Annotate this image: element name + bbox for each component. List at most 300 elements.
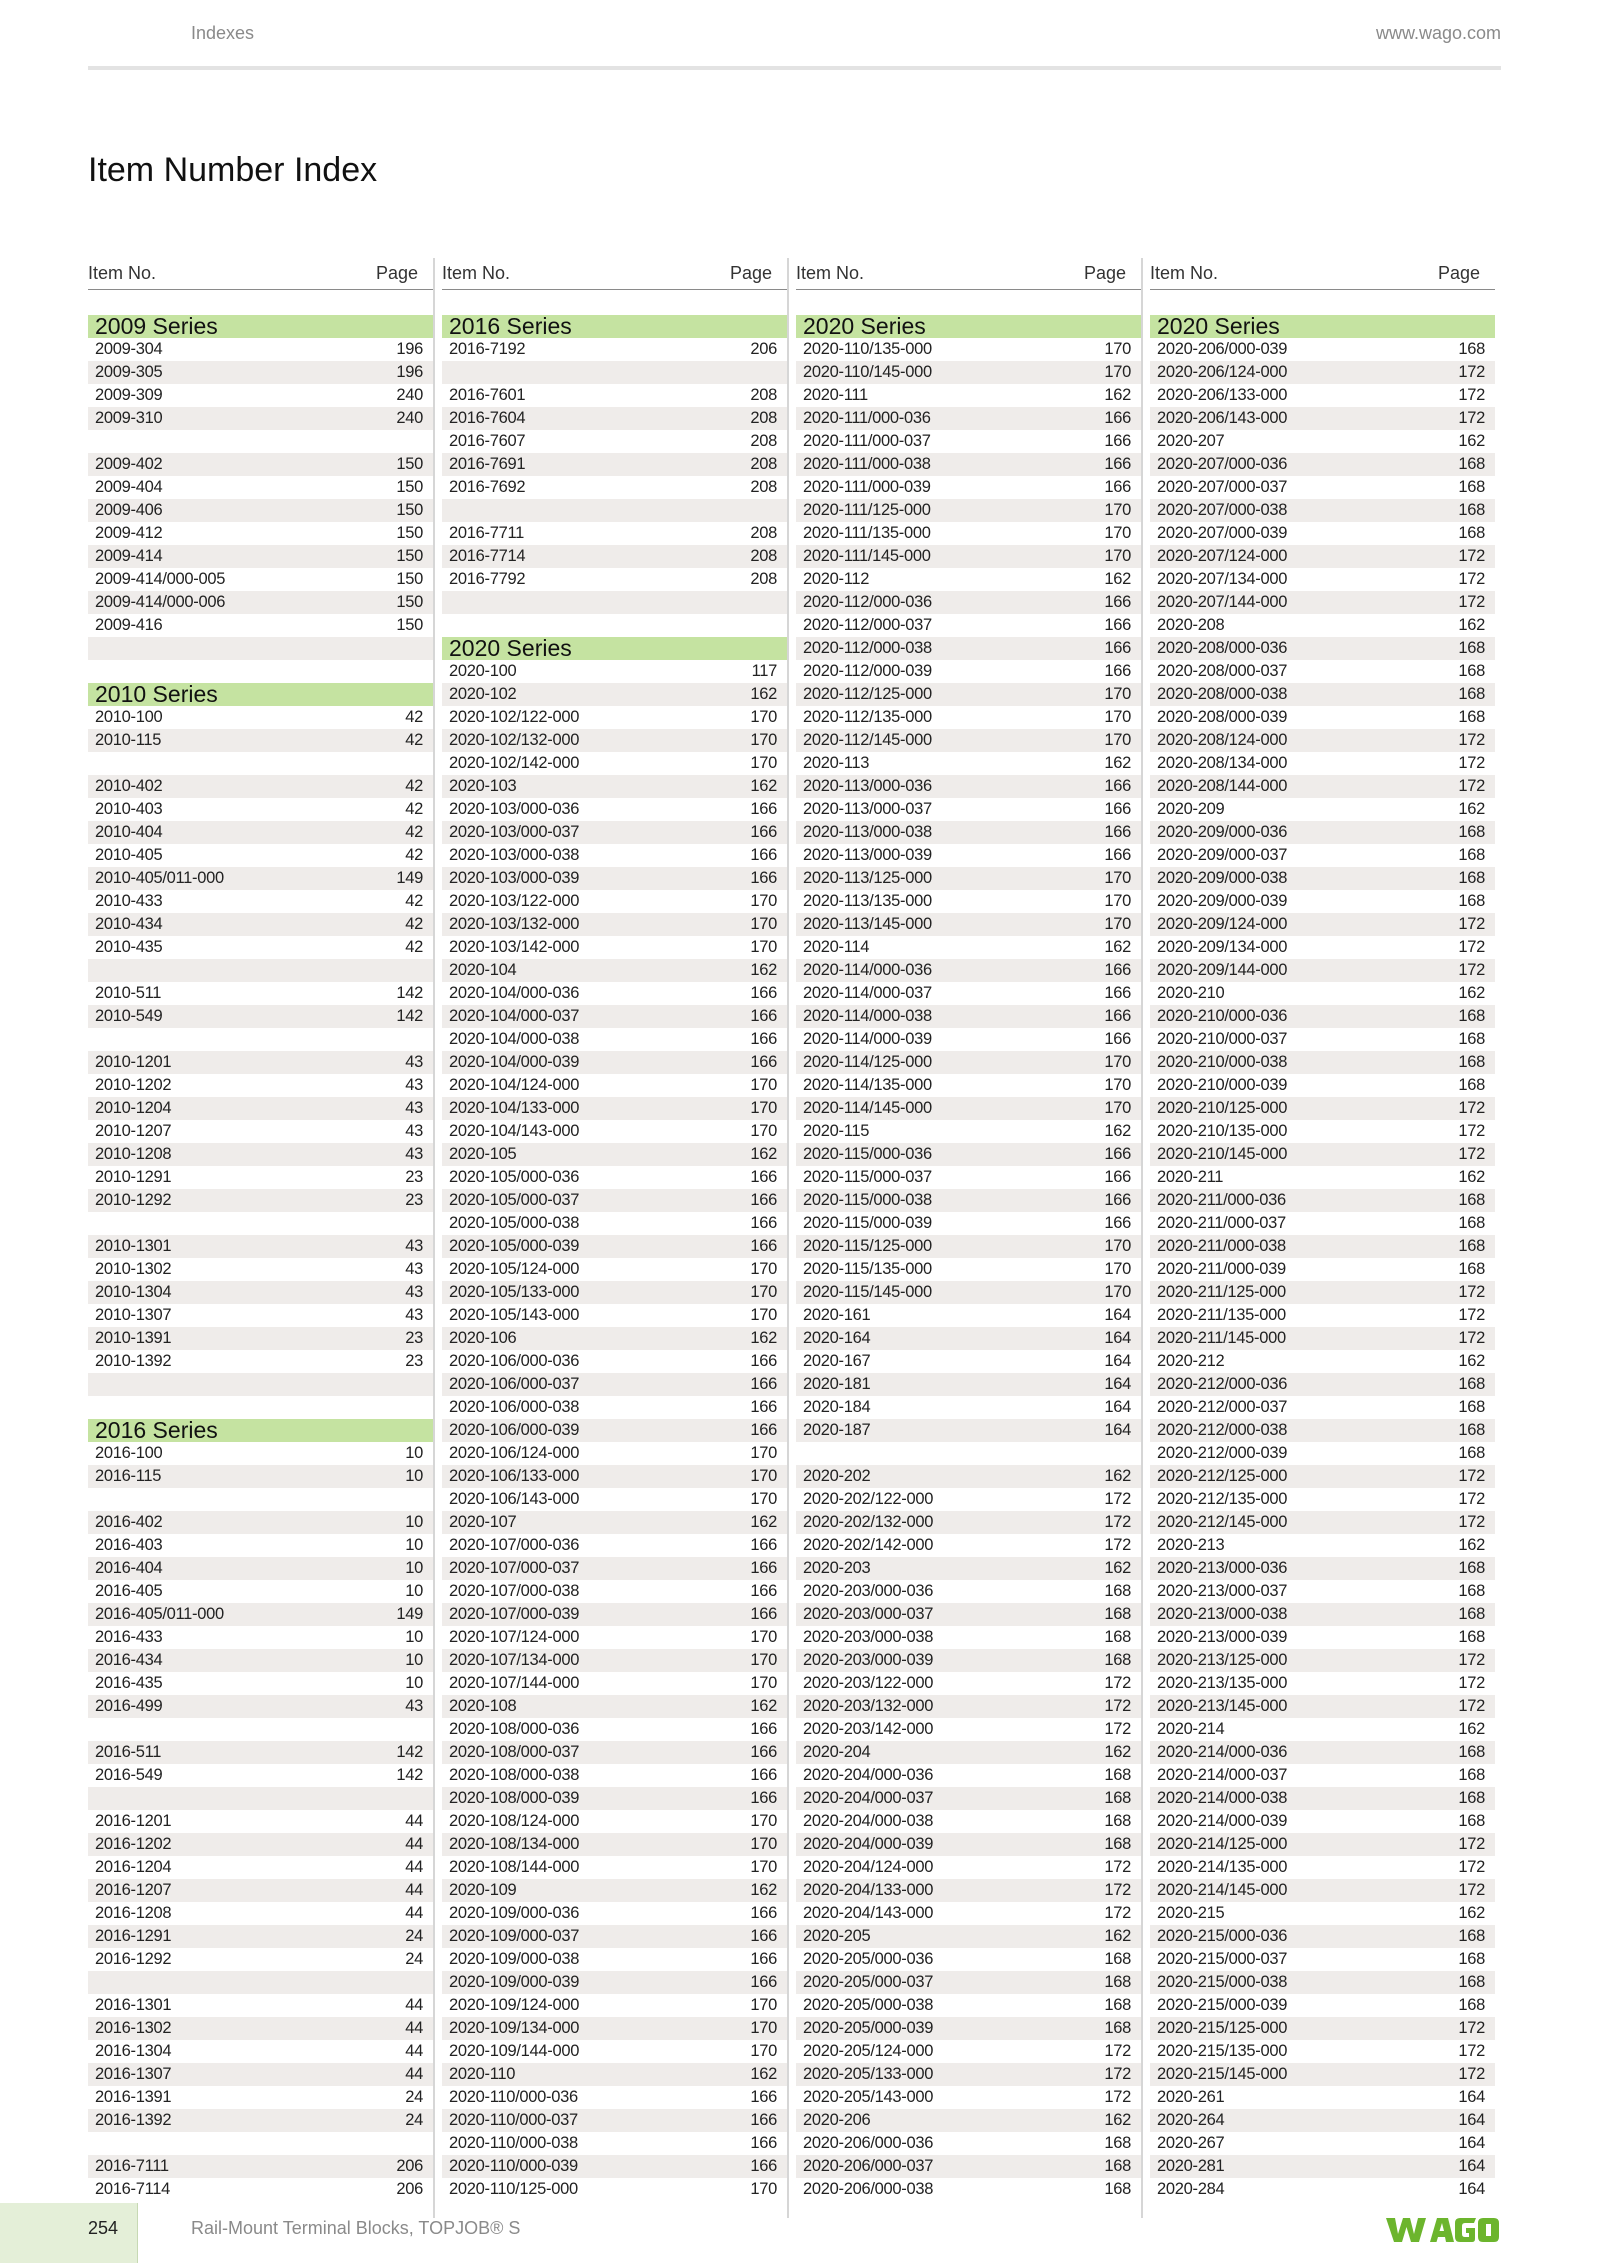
index-row [796, 1028, 1141, 1051]
index-row [442, 867, 787, 890]
index-row [1150, 2063, 1495, 2086]
page-reference: 166 [750, 823, 777, 841]
item-number: 2020-206/000-038 [803, 2180, 934, 2198]
page-reference: 164 [1104, 1398, 1131, 1416]
item-number: 2016-1301 [95, 1996, 172, 2014]
item-number: 2020-264 [1157, 2111, 1225, 2129]
page-reference: 172 [1458, 1490, 1485, 1508]
page-reference: 166 [750, 1927, 777, 1945]
index-row [88, 1534, 433, 1557]
page-reference: 142 [396, 1007, 423, 1025]
index-row [88, 407, 433, 430]
index-row [796, 1764, 1141, 1787]
page-reference: 172 [1458, 2019, 1485, 2037]
page-reference: 162 [1104, 386, 1131, 404]
page-reference: 170 [750, 1260, 777, 1278]
item-number: 2016-115 [95, 1467, 162, 1485]
page-reference: 42 [405, 823, 423, 841]
page-reference: 170 [750, 1122, 777, 1140]
website-link[interactable]: www.wago.com [1375, 23, 1501, 43]
series-title: 2009 Series [95, 315, 218, 338]
page-reference: 168 [1458, 1582, 1485, 1600]
index-row [442, 1787, 787, 1810]
item-number: 2020-107 [449, 1513, 517, 1531]
page-reference: 162 [750, 1697, 777, 1715]
page-reference: 10 [405, 1559, 423, 1577]
page-reference: 168 [1458, 1191, 1485, 1209]
page-reference: 44 [405, 1835, 423, 1853]
page-reference: 170 [750, 2019, 777, 2037]
page-reference: 170 [750, 1835, 777, 1853]
item-number: 2020-102/132-000 [449, 731, 580, 749]
page-reference: 172 [1104, 1720, 1131, 1738]
item-number: 2020-113/145-000 [803, 915, 932, 933]
page-reference: 162 [1104, 1559, 1131, 1577]
page-reference: 168 [1458, 340, 1485, 358]
page-reference: 168 [1458, 1812, 1485, 1830]
index-row [442, 1465, 787, 1488]
index-row [442, 798, 787, 821]
index-row [796, 1695, 1141, 1718]
item-no-header: Item No. [88, 263, 157, 283]
item-number: 2016-404 [95, 1559, 163, 1577]
index-row [88, 614, 433, 637]
item-number: 2010-1202 [95, 1076, 172, 1094]
index-row [88, 1603, 433, 1626]
series-heading [1150, 315, 1495, 338]
item-number: 2016-7792 [449, 570, 526, 588]
index-row [796, 407, 1141, 430]
index-row [1150, 775, 1495, 798]
index-row [796, 660, 1141, 683]
page-reference: 42 [405, 846, 423, 864]
page-reference: 162 [1458, 1536, 1485, 1554]
item-number: 2020-105 [449, 1145, 517, 1163]
item-number: 2010-1204 [95, 1099, 172, 1117]
page-reference: 164 [1104, 1375, 1131, 1393]
index-row [1150, 1442, 1495, 1465]
item-number: 2016-1304 [95, 2042, 172, 2060]
index-row [88, 1741, 433, 1764]
page-header: Page [1437, 263, 1480, 283]
page-reference: 24 [405, 1950, 423, 1968]
page-reference: 168 [1104, 2180, 1131, 2198]
item-number: 2010-433 [95, 892, 163, 910]
index-row [1150, 959, 1495, 982]
item-number: 2020-107/000-039 [449, 1605, 580, 1623]
item-number: 2020-214/125-000 [1157, 1835, 1288, 1853]
page-reference: 172 [1458, 777, 1485, 795]
page-reference: 168 [1458, 1789, 1485, 1807]
index-row [88, 2086, 433, 2109]
item-number: 2020-112/000-038 [803, 639, 932, 657]
index-row [88, 775, 433, 798]
page-reference: 43 [405, 1099, 423, 1117]
item-number: 2020-206/000-036 [803, 2134, 934, 2152]
page-reference: 168 [1458, 1076, 1485, 1094]
index-row [1150, 1787, 1495, 1810]
index-row [88, 1994, 433, 2017]
index-row [1150, 637, 1495, 660]
item-number: 2016-7711 [449, 524, 524, 542]
index-row [796, 1718, 1141, 1741]
index-row [796, 1787, 1141, 1810]
page-reference: 162 [1458, 1720, 1485, 1738]
page-reference: 10 [405, 1513, 423, 1531]
item-number: 2010-405 [95, 846, 163, 864]
index-row [442, 706, 787, 729]
page-reference: 42 [405, 800, 423, 818]
page-reference: 170 [1104, 1076, 1131, 1094]
page-reference: 168 [1458, 1927, 1485, 1945]
page-reference: 168 [1458, 1007, 1485, 1025]
item-number: 2020-209/144-000 [1157, 961, 1288, 979]
index-row [442, 1166, 787, 1189]
page-reference: 170 [750, 1996, 777, 2014]
item-number: 2020-215/135-000 [1157, 2042, 1288, 2060]
index-row [442, 1120, 787, 1143]
item-number: 2010-1208 [95, 1145, 172, 1163]
item-number: 2016-402 [95, 1513, 163, 1531]
item-number: 2020-108/144-000 [449, 1858, 580, 1876]
index-row [796, 522, 1141, 545]
index-row [1150, 1304, 1495, 1327]
item-number: 2020-111/145-000 [803, 547, 931, 565]
index-row [796, 2017, 1141, 2040]
index-row [796, 476, 1141, 499]
page-reference: 44 [405, 2042, 423, 2060]
page-reference: 162 [1104, 938, 1131, 956]
page-reference: 150 [396, 524, 423, 542]
item-number: 2020-161 [803, 1306, 871, 1324]
index-row [88, 522, 433, 545]
page-reference: 170 [750, 731, 777, 749]
index-row [88, 1511, 433, 1534]
item-number: 2020-209/000-036 [1157, 823, 1288, 841]
item-number: 2020-112/000-037 [803, 616, 932, 634]
page-reference: 168 [1458, 1743, 1485, 1761]
index-row [796, 614, 1141, 637]
index-row [1150, 2040, 1495, 2063]
page-reference: 168 [1458, 501, 1485, 519]
page-reference: 166 [750, 984, 777, 1002]
page-reference: 166 [750, 1375, 777, 1393]
index-row [796, 637, 1141, 660]
item-number: 2020-112/135-000 [803, 708, 932, 726]
item-number: 2020-204/000-037 [803, 1789, 934, 1807]
index-row [1150, 1465, 1495, 1488]
index-row [88, 1557, 433, 1580]
item-number: 2020-206/000-039 [1157, 340, 1288, 358]
index-row [796, 1074, 1141, 1097]
index-row [1150, 683, 1495, 706]
item-number: 2016-1292 [95, 1950, 172, 1968]
item-number: 2020-209/134-000 [1157, 938, 1288, 956]
item-number: 2010-100 [95, 708, 163, 726]
page-reference: 170 [1104, 501, 1131, 519]
item-number: 2020-167 [803, 1352, 871, 1370]
page-header: Page [375, 263, 418, 283]
item-number: 2020-106/143-000 [449, 1490, 580, 1508]
index-row [442, 1074, 787, 1097]
page-reference: 168 [1104, 2157, 1131, 2175]
item-number: 2016-1391 [95, 2088, 172, 2106]
page-reference: 164 [1458, 2111, 1485, 2129]
item-number: 2020-202/142-000 [803, 1536, 934, 1554]
page-reference: 150 [396, 593, 423, 611]
item-number: 2020-211/135-000 [1157, 1306, 1286, 1324]
index-row [796, 1212, 1141, 1235]
index-row [796, 2109, 1141, 2132]
item-number: 2020-205 [803, 1927, 871, 1945]
item-number: 2020-108 [449, 1697, 517, 1715]
page-reference: 166 [1104, 961, 1131, 979]
page-reference: 43 [405, 1283, 423, 1301]
item-number: 2010-1301 [95, 1237, 172, 1255]
page-reference: 162 [750, 1329, 777, 1347]
page-reference: 162 [750, 961, 777, 979]
page-reference: 42 [405, 892, 423, 910]
index-row [88, 1051, 433, 1074]
item-number: 2020-208/000-037 [1157, 662, 1288, 680]
item-number: 2020-111/000-038 [803, 455, 931, 473]
page-reference: 172 [1104, 1536, 1131, 1554]
index-row [88, 568, 433, 591]
index-row [442, 2155, 787, 2178]
item-number: 2020-104/133-000 [449, 1099, 580, 1117]
item-number: 2020-107/134-000 [449, 1651, 580, 1669]
index-row [1150, 1672, 1495, 1695]
page-reference: 170 [1104, 1260, 1131, 1278]
index-row [442, 1741, 787, 1764]
index-row [88, 821, 433, 844]
page-reference: 166 [1104, 984, 1131, 1002]
index-row [88, 384, 433, 407]
index-row [442, 1902, 787, 1925]
index-spacer-row [88, 1212, 433, 1235]
page-reference: 162 [1104, 570, 1131, 588]
item-number: 2020-106/133-000 [449, 1467, 580, 1485]
index-row [796, 1189, 1141, 1212]
index-row [442, 522, 787, 545]
item-number: 2020-206/000-037 [803, 2157, 934, 2175]
index-row [88, 2017, 433, 2040]
index-row [1150, 2132, 1495, 2155]
index-row [1150, 1557, 1495, 1580]
index-row [442, 1350, 787, 1373]
page-reference: 166 [750, 1743, 777, 1761]
item-number: 2020-207 [1157, 432, 1225, 450]
index-row [88, 1695, 433, 1718]
page-reference: 172 [1458, 1283, 1485, 1301]
page-reference: 43 [405, 1306, 423, 1324]
page-reference: 150 [396, 547, 423, 565]
item-number: 2020-207/144-000 [1157, 593, 1288, 611]
page-reference: 166 [750, 1559, 777, 1577]
item-number: 2009-404 [95, 478, 163, 496]
item-number: 2020-203/000-037 [803, 1605, 934, 1623]
item-number: 2010-402 [95, 777, 163, 795]
index-row [1150, 660, 1495, 683]
index-spacer-row [88, 637, 433, 660]
item-number: 2020-115/000-036 [803, 1145, 932, 1163]
item-number: 2020-213/135-000 [1157, 1674, 1288, 1692]
index-row [1150, 2155, 1495, 2178]
index-row [88, 1281, 433, 1304]
item-number: 2016-7111 [95, 2157, 169, 2175]
item-number: 2020-215/000-039 [1157, 1996, 1288, 2014]
page-reference: 168 [1104, 1582, 1131, 1600]
page-reference: 170 [1104, 731, 1131, 749]
item-number: 2020-210/000-037 [1157, 1030, 1288, 1048]
page-reference: 166 [750, 1950, 777, 1968]
series-heading [442, 315, 787, 338]
index-spacer-row [442, 499, 787, 522]
index-row [1150, 1580, 1495, 1603]
index-row [1150, 430, 1495, 453]
item-number: 2020-107/000-038 [449, 1582, 580, 1600]
index-row [796, 1971, 1141, 1994]
page-reference: 168 [1458, 1766, 1485, 1784]
item-no-header: Item No. [796, 263, 865, 283]
page-reference: 172 [1458, 1513, 1485, 1531]
page-reference: 170 [750, 1283, 777, 1301]
index-row [442, 1212, 787, 1235]
item-number: 2020-207/000-038 [1157, 501, 1288, 519]
page-reference: 142 [396, 984, 423, 1002]
index-row [796, 1856, 1141, 1879]
index-row [88, 1626, 433, 1649]
item-number: 2016-1392 [95, 2111, 172, 2129]
index-row [88, 798, 433, 821]
item-number: 2020-209 [1157, 800, 1225, 818]
index-row [796, 1373, 1141, 1396]
item-number: 2020-106/000-037 [449, 1375, 580, 1393]
item-number: 2020-105/124-000 [449, 1260, 580, 1278]
item-number: 2010-1307 [95, 1306, 172, 1324]
item-number: 2020-103/142-000 [449, 938, 580, 956]
item-number: 2020-110/000-039 [449, 2157, 578, 2175]
item-number: 2020-187 [803, 1421, 871, 1439]
page-reference: 166 [1104, 662, 1131, 680]
page-reference: 208 [750, 455, 777, 473]
item-number: 2010-405/011-000 [95, 869, 224, 887]
index-row [1150, 1741, 1495, 1764]
page-reference: 172 [1458, 1329, 1485, 1347]
index-row [1150, 361, 1495, 384]
item-number: 2020-110/135-000 [803, 340, 932, 358]
page-reference: 170 [1104, 547, 1131, 565]
item-number: 2020-211/000-038 [1157, 1237, 1286, 1255]
item-number: 2020-212/000-036 [1157, 1375, 1288, 1393]
item-number: 2020-110/125-000 [449, 2180, 578, 2198]
item-number: 2020-261 [1157, 2088, 1225, 2106]
index-row [796, 936, 1141, 959]
item-number: 2010-1392 [95, 1352, 172, 1370]
index-row [796, 591, 1141, 614]
index-row [1150, 1810, 1495, 1833]
index-row [796, 1258, 1141, 1281]
page-reference: 240 [396, 386, 423, 404]
index-row [796, 1488, 1141, 1511]
index-row [1150, 384, 1495, 407]
page-reference: 170 [750, 938, 777, 956]
index-row [796, 338, 1141, 361]
page-reference: 172 [1458, 938, 1485, 956]
index-row [88, 706, 433, 729]
index-row [88, 1143, 433, 1166]
page-reference: 162 [1104, 1467, 1131, 1485]
index-row [442, 1948, 787, 1971]
page-reference: 168 [1458, 1973, 1485, 1991]
item-number: 2020-207/000-039 [1157, 524, 1288, 542]
index-spacer-row [88, 1488, 433, 1511]
item-number: 2020-206 [803, 2111, 871, 2129]
item-number: 2020-102/142-000 [449, 754, 580, 772]
page-reference: 172 [1458, 915, 1485, 933]
item-number: 2020-105/133-000 [449, 1283, 580, 1301]
item-number: 2020-111/000-039 [803, 478, 931, 496]
item-number: 2020-105/000-037 [449, 1191, 580, 1209]
page-reference: 162 [750, 1145, 777, 1163]
index-row [88, 1833, 433, 1856]
page-reference: 166 [1104, 409, 1131, 427]
item-number: 2020-210/135-000 [1157, 1122, 1288, 1140]
index-row [1150, 1879, 1495, 1902]
item-number: 2016-403 [95, 1536, 163, 1554]
index-row [442, 729, 787, 752]
index-column-3 [796, 258, 1141, 2198]
item-number: 2010-435 [95, 938, 163, 956]
index-spacer-row [88, 1787, 433, 1810]
item-number: 2020-213/145-000 [1157, 1697, 1288, 1715]
item-number: 2020-112/000-039 [803, 662, 932, 680]
page-reference: 172 [1104, 2065, 1131, 2083]
index-row [442, 1281, 787, 1304]
page-reference: 162 [750, 1513, 777, 1531]
page-reference: 42 [405, 731, 423, 749]
item-number: 2020-104/000-038 [449, 1030, 580, 1048]
item-number: 2020-212/000-037 [1157, 1398, 1288, 1416]
item-number: 2020-204/124-000 [803, 1858, 934, 1876]
index-row [796, 2063, 1141, 2086]
item-number: 2020-204 [803, 1743, 871, 1761]
item-number: 2020-108/124-000 [449, 1812, 580, 1830]
page-reference: 10 [405, 1674, 423, 1692]
item-number: 2020-267 [1157, 2134, 1225, 2152]
page-reference: 172 [1458, 1651, 1485, 1669]
index-row [88, 2109, 433, 2132]
item-number: 2020-214/135-000 [1157, 1858, 1288, 1876]
index-row [88, 2178, 433, 2201]
item-number: 2020-209/000-039 [1157, 892, 1288, 910]
item-number: 2020-103 [449, 777, 517, 795]
item-number: 2020-110 [449, 2065, 516, 2083]
page-reference: 43 [405, 1053, 423, 1071]
item-number: 2020-105/000-038 [449, 1214, 580, 1232]
page-reference: 166 [1104, 639, 1131, 657]
page-reference: 172 [1458, 1697, 1485, 1715]
page-reference: 166 [1104, 455, 1131, 473]
page-reference: 168 [1458, 1237, 1485, 1255]
page-reference: 142 [396, 1743, 423, 1761]
item-number: 2020-113/000-036 [803, 777, 932, 795]
index-row [796, 1511, 1141, 1534]
page-reference: 166 [750, 1582, 777, 1600]
index-row [796, 1281, 1141, 1304]
index-row [796, 752, 1141, 775]
page-reference: 42 [405, 777, 423, 795]
